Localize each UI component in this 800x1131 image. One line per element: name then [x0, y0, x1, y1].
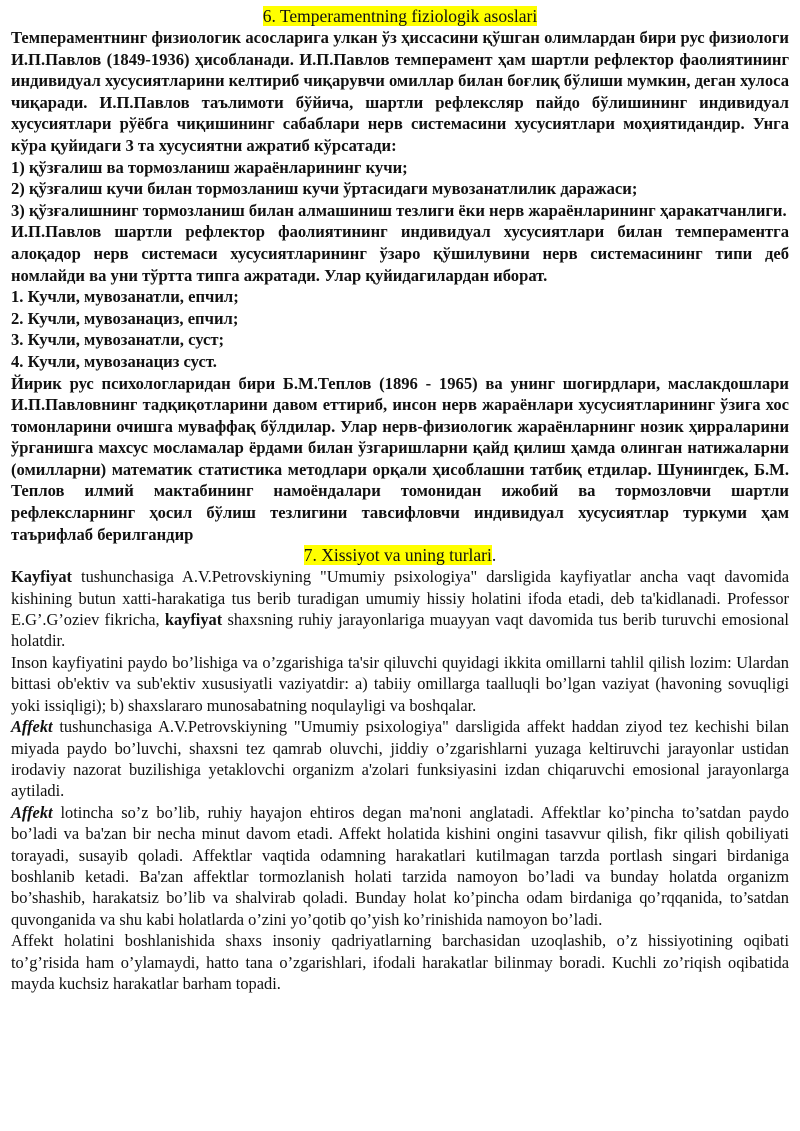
paragraph-text: tushunchasiga A.V.Petrovskiyning "Umumiy psixologiya" darsligida affekt haddan ziyod tez kechishi bilan miyada paydo bo’luvchi, shaxsni tez qamrab oluvchi, jiddiy o’zgarishlarni yuzaga keltiruvchi jarayonlar ustidan irodaviy nazorat buzilishiga yetaklovchi organizm a'zolari funksiyasini izdan chiqaruvchi emosional jarayonlarga aytiladi.: [11, 717, 789, 801]
section-7-body: [11, 566, 789, 994]
paragraph: И.П.Павлов шартли рефлектор фаолиятининг индивидуал хусусиятлари билан темпераментга алоқадор нерв системаси хусусиятларининг ўзаро қўшилувини нерв системасининг типи деб номлайди ва уни тўртта типга ажратади. Улар қуйидагилардан иборат.: [11, 222, 789, 285]
list-item: 4. Кучли, мувозанациз суст.: [11, 351, 217, 371]
term-affekt: Affekt: [11, 802, 53, 822]
paragraph-kayfiyat: [11, 566, 789, 652]
section-6-body: [11, 27, 789, 545]
list-item: 3) қўзғалишнинг тормозланиш билан алмашиниш тезлиги ёки нерв жараёнларининг ҳаракатчанлиги.: [11, 200, 787, 220]
paragraph: Темпераментнинг физиологик асосларига улкан ўз ҳиссасини қўшган олимлардан бири рус физиологи И.П.Павлов (1849-1936) ҳисобланади. И.П.Павлов темперамент ҳам шартли рефлектор фаолиятининг индивидуал хусусиятларини келтириб чиқарувчи омиллар билан боғлиқ бўлиши мумкин, деган хулоса чиқаради. И.П.Павлов таълимоти бўйича, шартли рефлексляр пайдо бўлишининг индивидуал хусусиятлари рўёбга чиқишининг сабаблари нерв системасини хусусиятлари моҳиятидандир. Унга кўра қуйидаги 3 та хусусиятни ажратиб кўрсатади:: [11, 28, 789, 155]
paragraph-text: shaxsning ruhiy jarayonlariga muayyan vaqt davomida tus berib turuvchi emosional holatdir.: [11, 610, 789, 651]
list-item: 2) қўзғалиш кучи билан тормозланиш кучи ўртасидаги мувозанатлилик даражаси;: [11, 179, 638, 199]
paragraph: Affekt holatini boshlanishida shaxs insoniy qadriyatlarning barchasidan uzoqlashib, o’z hissiyotining oqibati to’g’risida ham o’ylamaydi, hatto tana o’zgarishlari, ifodali harakatlar bilinmay boradi. Kuchli zo’riqish oqibatida mayda kuchsiz harakatlar barham topadi.: [11, 931, 789, 993]
section-7-heading: 7. Xissiyot va uning turlari.: [303, 545, 497, 566]
list-item: 3. Кучли, мувозанатли, суст;: [11, 330, 225, 350]
paragraph-text: lotincha so’z bo’lib, ruhiy hayajon ehtiros degan ma'noni anglatadi. Affektlar ko’pincha to’satdan paydo bo’ladi va ba'zan bir necha minut davom etadi. Affekt holatida kishini ongini tasavvur qilish, fikr qilish qobiliyati torayadi, susayib qoladi. Affektlar vaqtida odamning harakatlari kutilmagan tarzda portlash singari birdaniga boshlanib ketadi. Ba'zan affektlar tormozlanish holati tarzida namoyon bo’ladi va bunday holatda organizm bo’shashib, harakatsiz bo’lib va shalvirab qoladi. Bunday holat ko’pincha odam birdaniga qo’rqqanida, to’satdan quvonganida va shu kabi holatlarda o’zini yo’qotib qo’yish ko’rinishida namoyon bo’ladi.: [11, 802, 789, 929]
list-item: 2. Кучли, мувозанациз, епчил;: [11, 308, 239, 328]
term-kayfiyat: Kayfiyat: [11, 567, 73, 587]
paragraph-affekt: [11, 716, 789, 802]
list-item: 1. Кучли, мувозанатли, епчил;: [11, 287, 239, 307]
term-kayfiyat-inline: kayfiyat: [164, 610, 223, 630]
term-affekt: Affekt: [11, 717, 53, 737]
section-6-heading: 6. Temperamentning fiziologik asoslari: [262, 6, 538, 26]
list-item: 1) қўзғалиш ва тормозланиш жараёнларининг кучи;: [11, 157, 408, 177]
heading-period: .: [491, 545, 497, 566]
paragraph-text: tushunchasiga A.V.Petrovskiyning "Umumiy psixologiya" darsligida kayfiyatlar ancha vaqt davomida kishining butun xatti-harakatiga tus berib turadigan umumiy hissiy holatini ifoda etadi, deb ta'kidlanadi. Professor E.G’.G’oziev fikricha,: [11, 567, 789, 630]
paragraph-affekt-definition: [11, 802, 789, 930]
paragraph: Inson kayfiyatini paydo bo’lishiga va o’zgarishiga ta'sir qiluvchi quyidagi ikkita omillarni tahlil qilish lozim: Ulardan bittasi ob'ektiv va sub'ektiv xususiyatli vaziyatdir: a) tabiiy omillarga taalluqli bo’lgan vaziyat (havoning sovuqligi yoki issiqligi); b) shaxslararo munosabatning noqulayligi va boshqalar.: [11, 652, 789, 715]
paragraph: Йирик рус психологларидан бири Б.М.Теплов (1896 - 1965) ва унинг шогирдлари, маслакдошлари И.П.Павловнинг тадқиқотларини давом еттириб, инсон нерв жараёнлари хусусиятларининг ўзига хос томонларини очишга муваффақ бўлдилар. Улар нерв-физиологик жараёнларнинг нозик ҳирраларини ўрганишга махсус мосламалар ёрдами билан ўзгаришларни қайд қилиш ҳамда олинган натижаларни (омилларни) математик статистика методлари орқали ҳисоблашни татбиқ етдилар. Шунингдек, Б.М. Теплов илмий мактабининг намоёндалари томонидан ижобий ва тормозловчи шартли рефлексларнинг ҳосил бўлиш тезлигини тавсифловчи индивидуал хусусиятлар туркуми ҳам таърифлаб берилгандир: [11, 373, 789, 544]
